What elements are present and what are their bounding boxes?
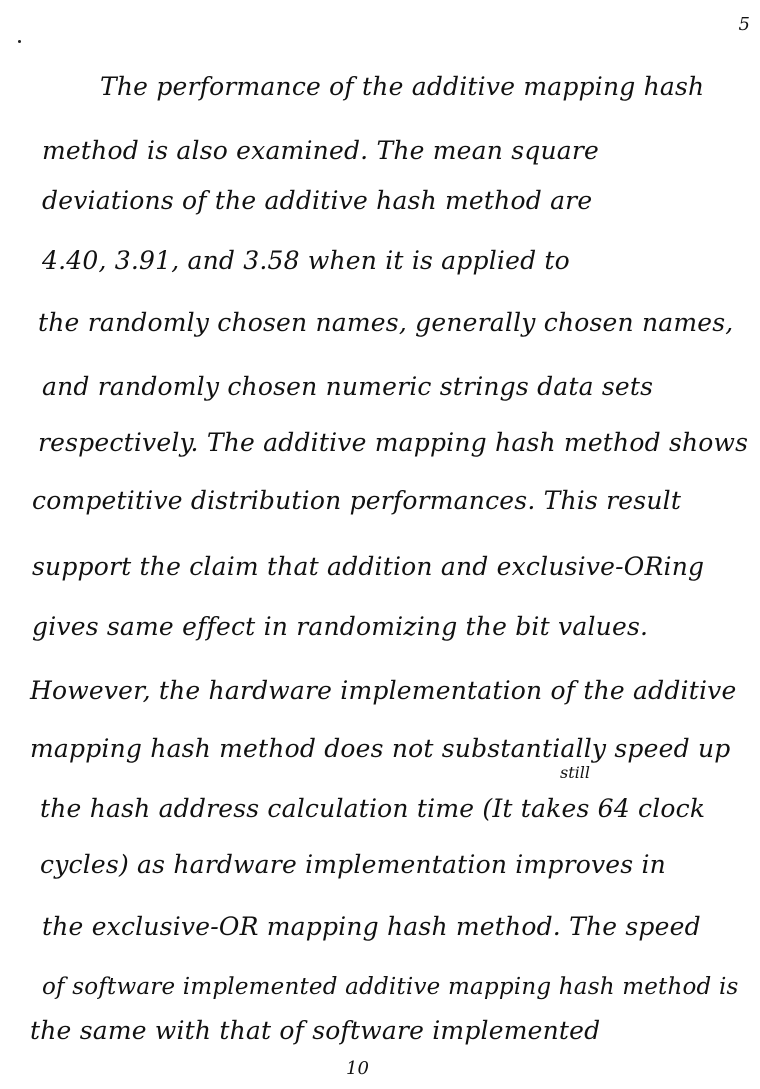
- text-line-17: the same with that of software implemented: [30, 1016, 601, 1045]
- page-number: 5: [738, 14, 750, 35]
- text-line-16: of software implemented additive mapping hash method is: [42, 974, 739, 1000]
- text-line-14: cycles) as hardware implementation improves in: [40, 850, 666, 879]
- text-line-1: The performance of the additive mapping hash: [100, 72, 705, 101]
- text-line-10: gives same effect in randomizing the bit values.: [32, 612, 649, 641]
- text-line-8: competitive distribution performances. This result: [32, 486, 682, 515]
- text-line-7: respectively. The additive mapping hash method shows: [38, 428, 749, 457]
- footnote-mark: 10: [346, 1058, 369, 1079]
- text-line-15: the exclusive-OR mapping hash method. The speed: [42, 912, 701, 941]
- text-line-3: deviations of the additive hash method are: [42, 186, 593, 215]
- text-line-6: and randomly chosen numeric strings data sets: [42, 372, 654, 401]
- text-line-9: support the claim that addition and exclusive-ORing: [32, 552, 705, 581]
- text-line-11: However, the hardware implementation of the additive: [30, 676, 737, 705]
- text-line-13: the hash address calculation time (It takes 64 clock: [40, 794, 706, 823]
- text-line-4: 4.40, 3.91, and 3.58 when it is applied to: [42, 246, 570, 275]
- ink-speck: [18, 40, 21, 43]
- text-line-12: mapping hash method does not substantially speed up: [30, 734, 731, 763]
- handwritten-insertion: still: [560, 763, 590, 782]
- text-line-5: the randomly chosen names, generally chosen names,: [38, 308, 734, 337]
- text-line-2: method is also examined. The mean square: [42, 136, 599, 165]
